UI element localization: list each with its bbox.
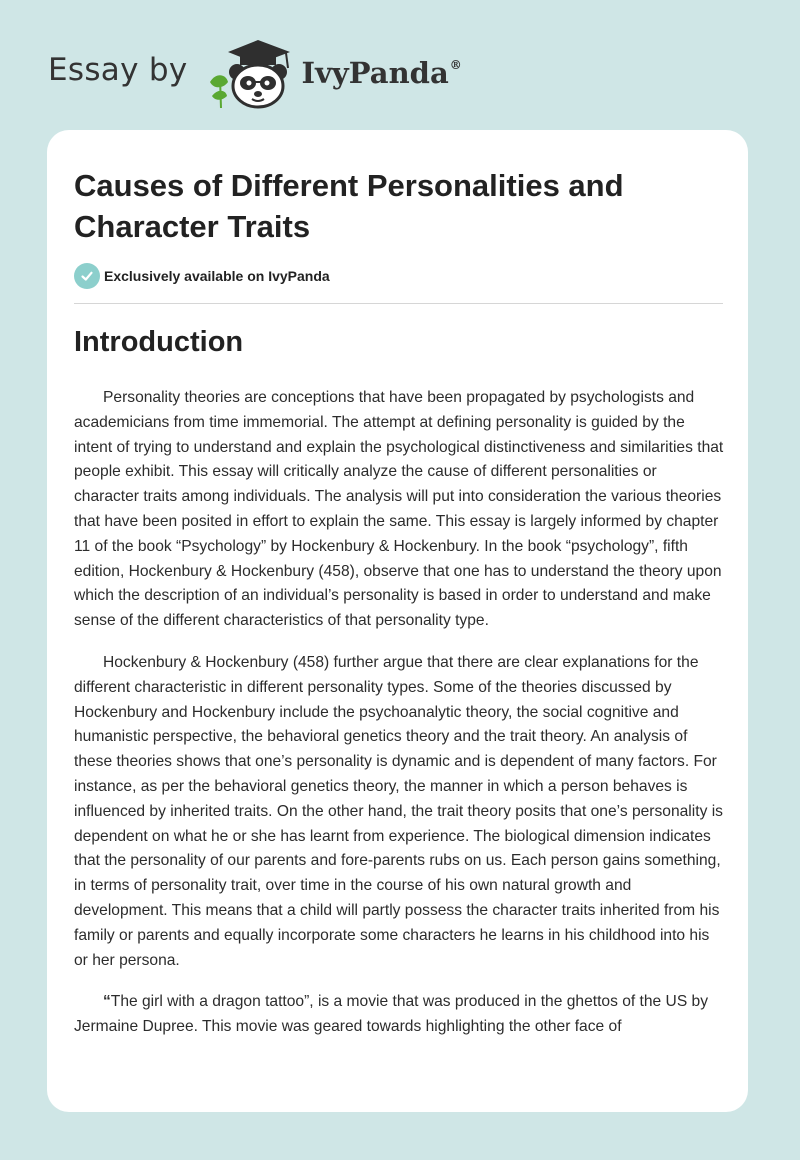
- panda-graduate-logo-icon: [206, 38, 298, 110]
- open-quote: “: [103, 993, 111, 1011]
- check-icon: [74, 263, 100, 289]
- paragraph: Personality theories are conceptions that have been propagated by psychologists and academicians from time immemorial. The attempt at defining personality is guided by the intent of trying to understand and explain the psychological distinctiveness and similarities that people exhibit. This essay will critically analyze the cause of different personalities or character traits among individuals. The analysis will put into consideration the various theories that have been posited in effort to explain the same. This essay is largely informed by chapter 11 of the book “Psychology” by Hockenbury & Hockenbury. In the book “psychology”, fifth edition, Hockenbury & Hockenbury (458), observe that one has to understand the theory upon which the description of an individual’s personality is based in order to understand and make sense of the different characteristics of that personality type.: [74, 389, 724, 630]
- paragraph: Hockenbury & Hockenbury (458) further argue that there are clear explanations for the different characteristic in different personality types. Some of the theories discussed by Hockenbury and Hockenbury include the psychoanalytic theory, the social cognitive and humanistic perspective, the behavioral genetics theory and the trait theory. An analysis of these theories shows that one’s personality is dynamic and is dependent of many factors. For instance, as per the behavioral genetics theory, the manner in which a person behaves is influenced by inherited traits. On the other hand, the trait theory posits that one’s personality is dependent on what he or she has learnt from experience. The biological dimension indicates that the personality of our parents and fore-parents rubs on us. Each person gains something, in terms of personality trait, over time in the course of his own natural growth and development. This means that a child will partly possess the character traits inherited from his family or parents and equally incorporate some characters he learns in his childhood into his or her persona.: [74, 653, 723, 969]
- brand-header: [48, 34, 462, 114]
- exclusive-badge: [74, 263, 330, 289]
- section-heading: Introduction: [74, 326, 244, 358]
- brand-prefix: Essay by: [48, 52, 188, 88]
- badge-label: Exclusively available on IvyPanda: [104, 268, 330, 284]
- paragraph-text: The girl with a dragon tattoo”, is a movie that was produced in the ghettos of the US by Jermaine Dupree. This movie was geared towards highlighting the other face of: [74, 993, 709, 1036]
- page-title: Causes of Different Personalities and Character Traits: [74, 168, 624, 244]
- paragraph: [74, 990, 724, 1040]
- brand-name: IvyPanda®: [301, 56, 462, 90]
- divider: [74, 303, 723, 304]
- essay-body: [74, 386, 724, 1057]
- essay-card: [47, 130, 748, 1112]
